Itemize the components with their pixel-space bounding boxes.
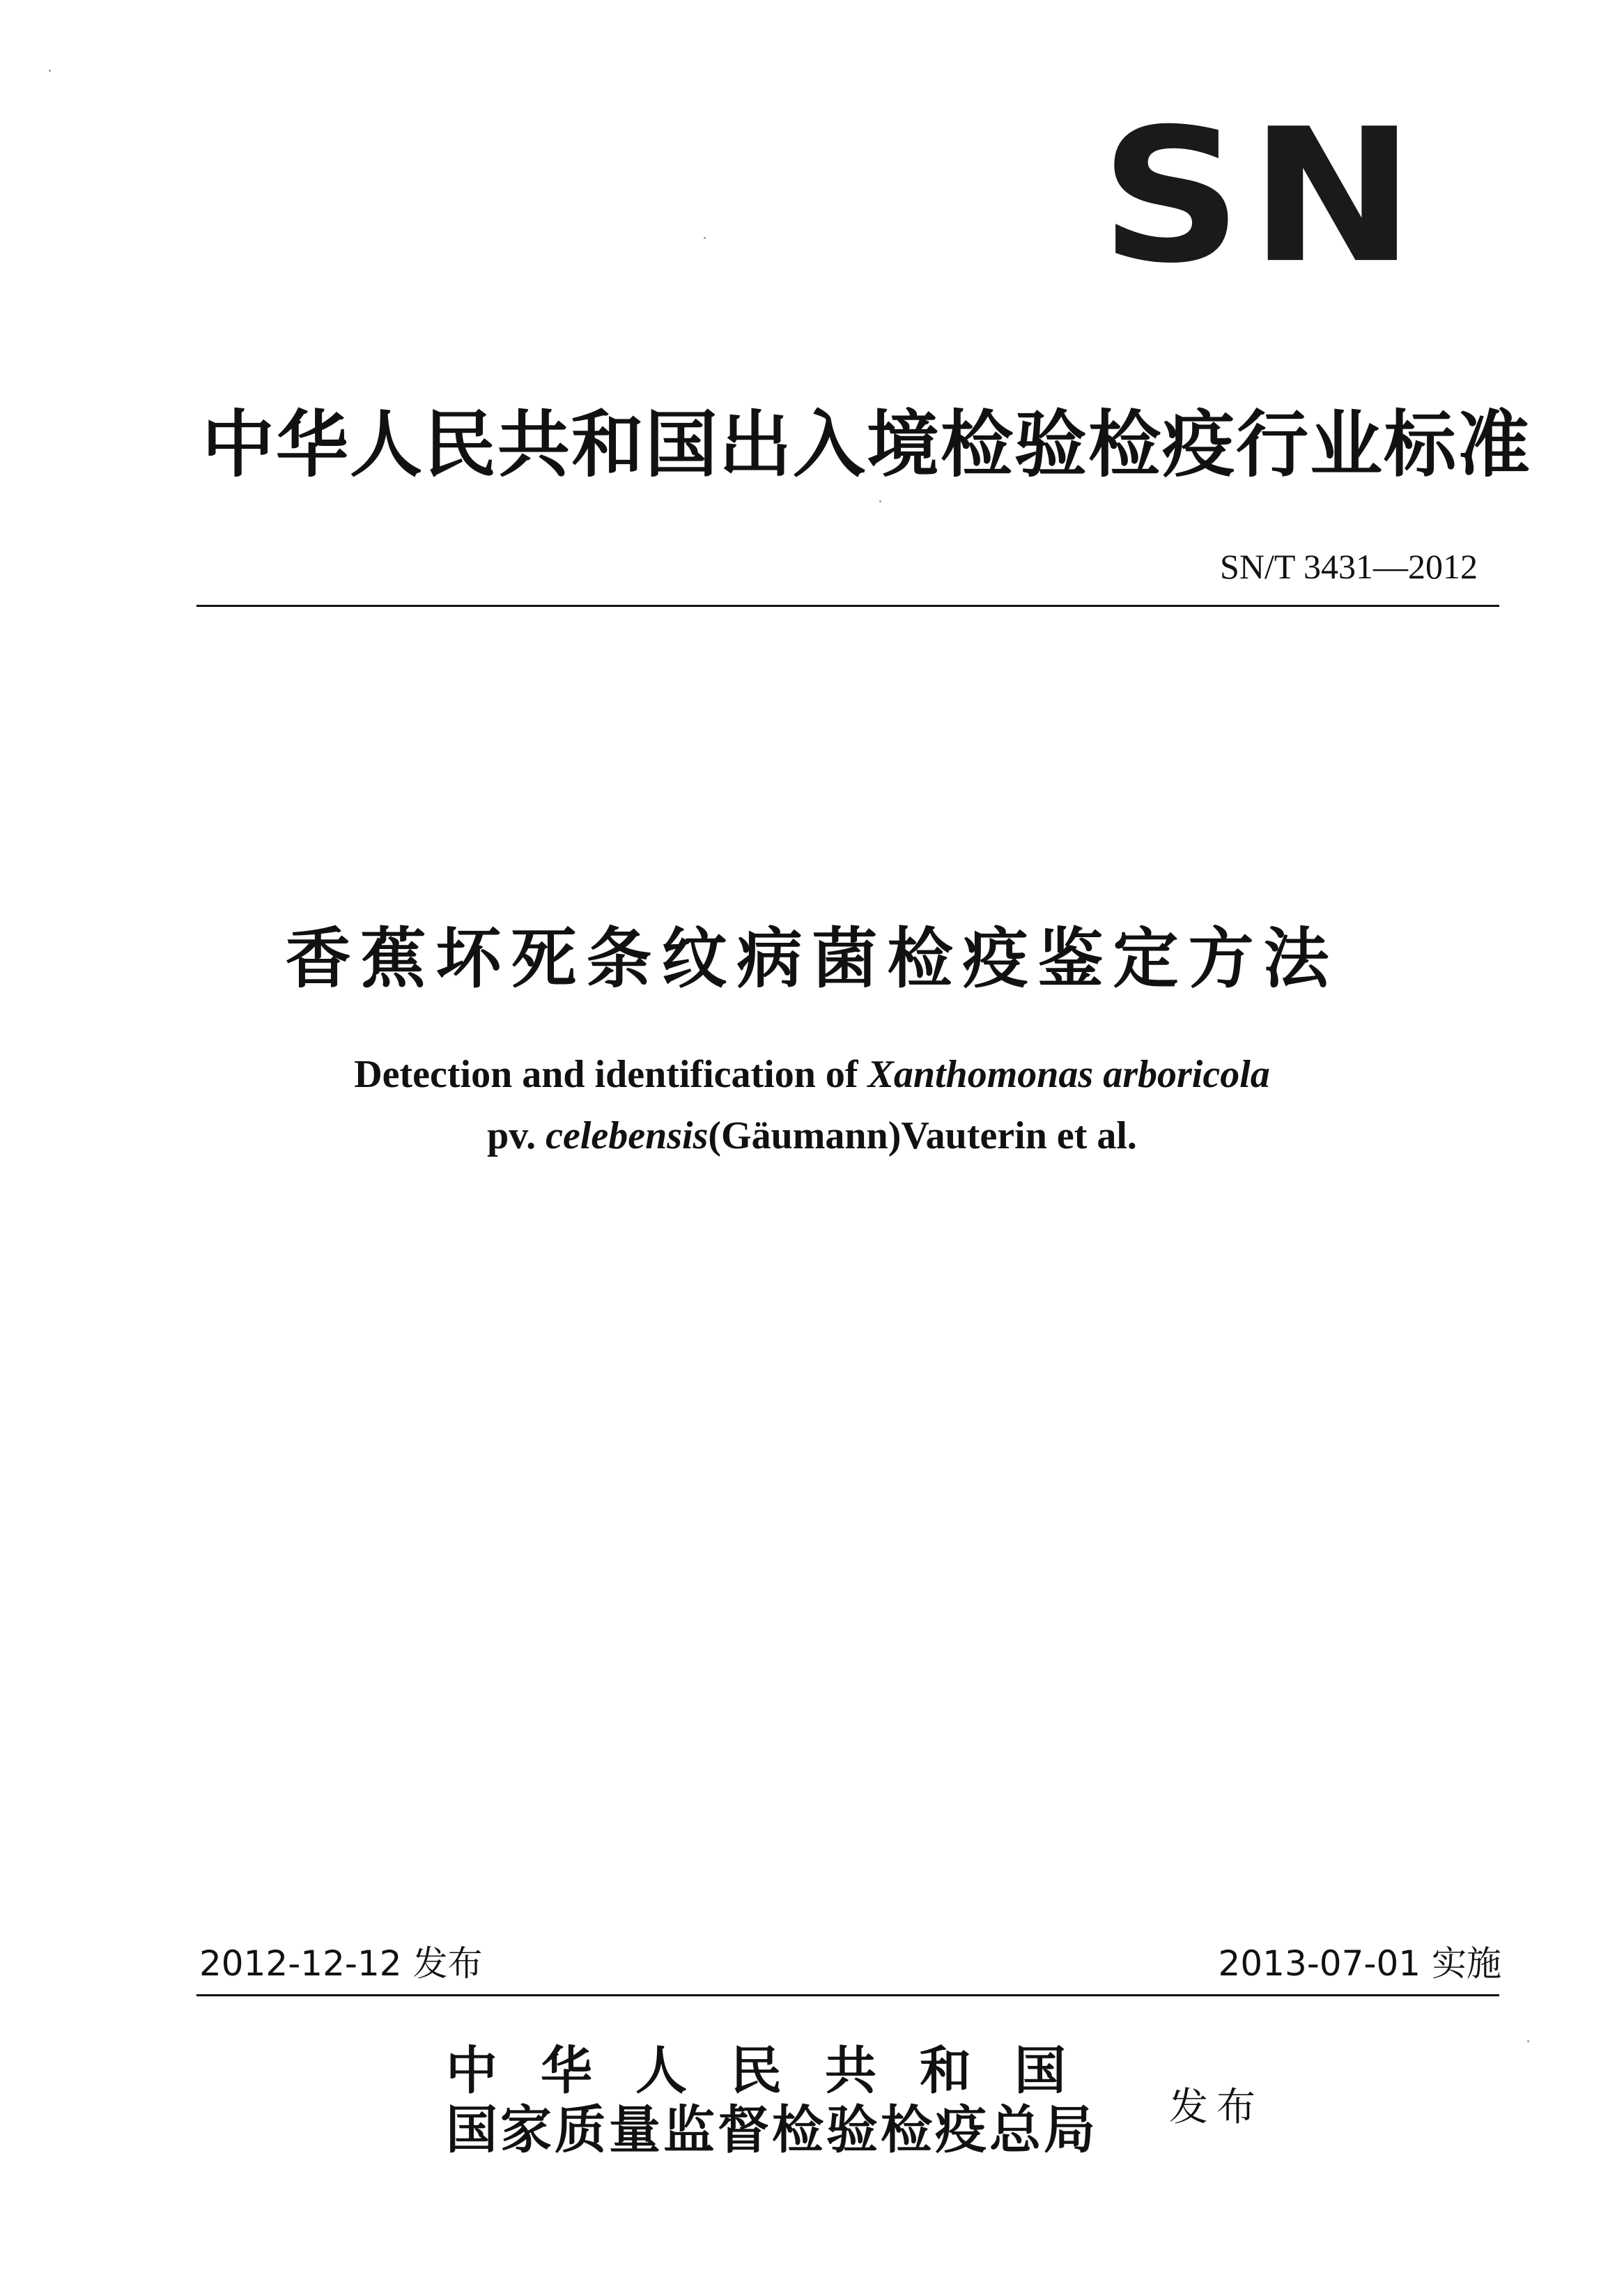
footer-divider bbox=[196, 1994, 1499, 1996]
sn-logo-text: SN bbox=[1100, 88, 1423, 304]
title-en-line2-prefix: pv. bbox=[487, 1114, 546, 1157]
publisher-agency: 国家质量监督检验检疫总局 bbox=[446, 2100, 1098, 2161]
document-title-cn: 香蕉坏死条纹病菌检疫鉴定方法 bbox=[285, 921, 1339, 997]
scan-speck bbox=[704, 237, 706, 239]
scan-speck bbox=[1527, 2040, 1529, 2042]
industry-standard-title: 中华人民共和国出入境检验检疫行业标准 bbox=[202, 402, 1532, 487]
title-en-line1-prefix: Detection and identification of bbox=[354, 1053, 868, 1096]
document-title-en-line2 bbox=[0, 1113, 1624, 1158]
title-en-line2-authority: (Gäumann)Vauterin et al. bbox=[708, 1114, 1137, 1157]
header-divider bbox=[196, 605, 1499, 607]
publisher-block bbox=[446, 2042, 1109, 2160]
scan-speck bbox=[879, 500, 881, 502]
title-en-line1-species: Xanthomonas arboricola bbox=[867, 1053, 1270, 1096]
issue-date: 2012-12-12 发布 bbox=[199, 1943, 483, 1984]
sn-logo bbox=[1100, 88, 1423, 304]
title-en-line2-pathovar: celebensis bbox=[546, 1114, 709, 1157]
scan-speck bbox=[49, 70, 51, 72]
publisher-country: 中华人民共和国 bbox=[446, 2041, 1109, 2101]
document-title-en-line1 bbox=[0, 1052, 1624, 1097]
publisher-suffix: 发布 bbox=[1169, 2085, 1264, 2130]
standard-number: SN/T 3431—2012 bbox=[1220, 547, 1478, 586]
implementation-date: 2013-07-01 实施 bbox=[1218, 1943, 1501, 1984]
